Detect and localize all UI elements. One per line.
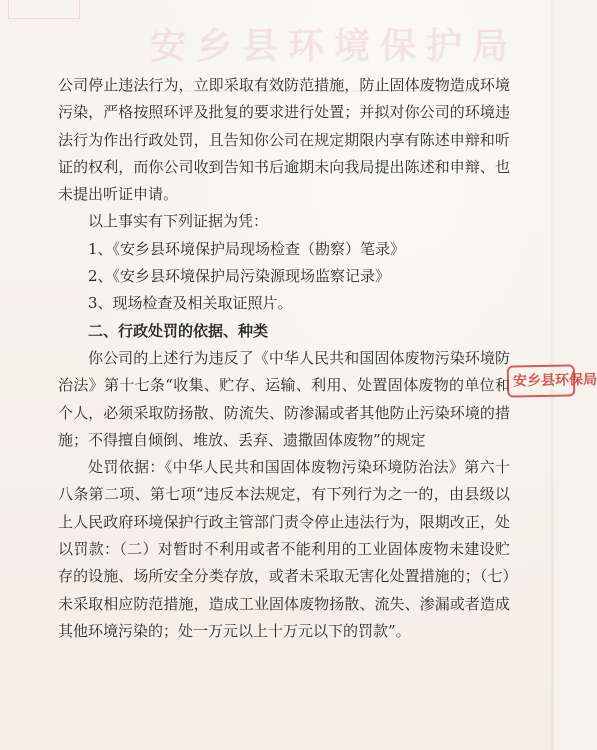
evidence-item-3: 3、现场检查及相关取证照片。: [88, 294, 293, 313]
faint-top-stamp: [8, 0, 80, 19]
paragraph-violation-summary: 公司停止违法行为，立即采取有效防范措施，防止固体废物造成环境污染，严格按照环评及批复的要求进行处置；并拟对你公司的环境违法行为作出行政处罚，且告知你公司在规定期限内享有陈述申辩和听证的权利，而你公司收到告知书后逾期未向我局提出陈述和申辩、也未提出听证申请。: [58, 76, 510, 204]
paragraph-evidence-intro: 以上事实有下列证据为凭：: [88, 212, 269, 231]
evidence-item-1: 1、《安乡县环境保护局现场检查（勘察）笔录》: [88, 239, 406, 258]
paragraph-law-violated: 你公司的上述行为违反了《中华人民共和国固体废物污染环境防治法》第十七条“收集、贮存、运输、利用、处置固体废物的单位和个人，必须采取防扬散、防流失、防渗漏或者其他防止污染环境的措施；不得擅自倾倒、堆放、丢弃、遗撒固体废物”的规定: [58, 348, 510, 449]
page-edge-shadow: [550, 0, 554, 750]
official-seal: 安乡县环保局: [507, 364, 576, 397]
document-body: [58, 72, 510, 645]
evidence-item-2: 2、《安乡县环境保护局污染源现场监察记录》: [88, 267, 391, 286]
faint-letterhead: 安乡县环境保护局: [150, 25, 519, 67]
paragraph-penalty-basis: 处罚依据：《中华人民共和国固体废物污染环境防治法》第六十八条第二项、第七项“违反本法规定，有下列行为之一的，由县级以上人民政府环境保护行政主管部门责令停止违法行为，限期改正，处以罚款：（二）对暂时不利用或者不能利用的工业固体废物未建设贮存的设施、场所安全分类存放，或者未采取无害化处置措施的；（七）未采取相应防范措施，造成工业固体废物扬散、流失、渗漏或者造成其他环境污染的；处一万元以上十万元以下的罚款”。: [58, 458, 510, 640]
section-heading-penalty-basis: 二、行政处罚的依据、种类: [88, 321, 269, 340]
